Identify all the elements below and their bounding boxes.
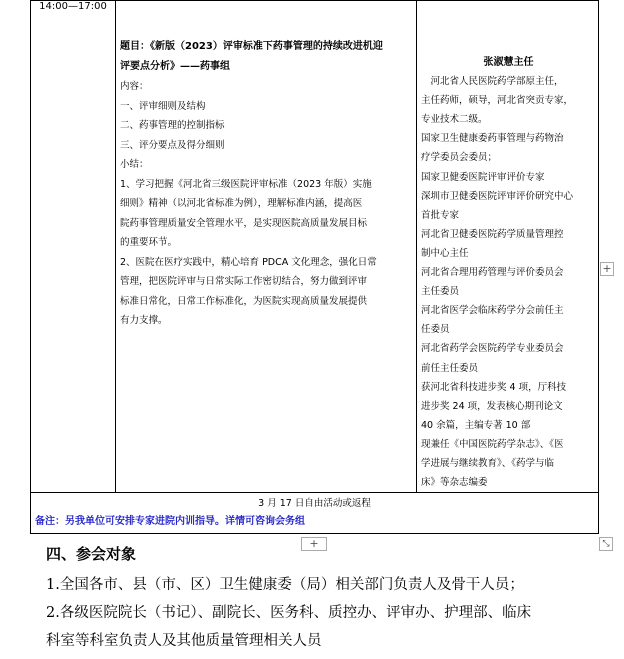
content-line: 一、评审细则及结构: [120, 100, 206, 112]
content-line: 标准日常化，日常工作标准化，为医院实现高质量发展提供: [120, 295, 368, 307]
bio-line: 国家卫生健康委药事管理与药物治: [421, 133, 564, 145]
bio-line: 主任药师，硕导，河北省突贡专家，: [421, 95, 574, 107]
content-line: 三、评分要点及得分细则: [120, 139, 225, 151]
bio-line: 首批专家: [421, 209, 460, 221]
bio-line: 河北省药学会医院药学专业委员会: [421, 343, 564, 355]
bio-line: 深圳市卫健委医院评审评价研究中心: [421, 190, 574, 202]
bio-line: 制中心主任: [421, 247, 469, 259]
bio-line: 前任主任委员: [421, 362, 479, 374]
content-line: 的重要环节。: [120, 237, 178, 248]
table-row: [31, 1, 599, 493]
add-row-plus-icon[interactable]: +: [301, 537, 327, 551]
content-line: 2、医院在医疗实践中，精心培育 PDCA 文化理念，强化日常: [120, 256, 377, 268]
content-line: 小结：: [120, 159, 149, 170]
content-line: 细则》精神（以河北省标准为例），理解标准内涵，提高医: [120, 198, 363, 209]
bio-line: 进步奖 24 项，发表核心期刊论文: [421, 400, 563, 412]
body-line: 1.全国各市、县（市、区）卫生健康委（局）相关部门负责人及骨干人员；: [46, 577, 524, 593]
body-line: 科室等科室负责人及其他质量管理相关人员: [46, 633, 322, 649]
resize-handle-icon[interactable]: ⤡: [599, 537, 613, 551]
section-title: 四、参会对象: [46, 545, 137, 563]
footer-cell: [31, 493, 599, 534]
bio-line: 河北省合理用药管理与评价委员会: [421, 267, 564, 279]
content-line: 二、药事管理的控制指标: [120, 120, 225, 131]
content-line: 内容：: [120, 81, 149, 92]
time-label: 14:00—17:00: [39, 1, 107, 12]
topic-line: 评要点分析》——药事组: [120, 61, 230, 72]
content-line: 院药事管理质量安全管理水平，是实现医院高质量发展目标: [120, 217, 368, 229]
body-line: 2.各级医院院长（书记）、副院长、医务科、质控办、评审办、护理部、临床: [46, 605, 532, 621]
content-line: 1、学习把握《河北省三级医院评审标准（2023 年版）实施: [120, 178, 372, 190]
bio-line: 主任委员: [421, 286, 460, 298]
content-cell: [116, 1, 417, 493]
speaker-name: 张淑慧主任: [483, 57, 534, 68]
bio-line: 专业技术二级。: [421, 114, 488, 126]
bio-line: 国家卫健委医院评审评价专家: [421, 171, 545, 183]
bio-line: 河北省医学会临床药学分会前任主: [421, 305, 564, 317]
bio-line: 40 余篇，主编专著 10 部: [421, 419, 531, 431]
bio-line: 学进展与继续教育》、《药学与临: [421, 457, 555, 469]
bio-line: 床》等杂志编委: [421, 477, 488, 489]
free-activity-text: 3 月 17 日自由活动或返程: [258, 498, 371, 510]
bio-line: 现兼任《中国医院药学杂志》、《医: [421, 438, 564, 450]
note-text: 备注：另我单位可安排专家进院内训指导。详情可咨询会务组: [35, 516, 305, 528]
add-column-plus-icon[interactable]: +: [600, 262, 614, 276]
time-cell: [31, 1, 116, 493]
bio-line: 疗学委员会委员；: [421, 152, 498, 164]
bio-line: 任委员: [421, 324, 450, 336]
bio-line: 获河北省科技进步奖 4 项，厅科技: [421, 381, 567, 393]
content-line: 管理，把医院评审与日常实际工作密切结合，努力做到评审: [120, 276, 368, 287]
content-line: 有力支撑。: [120, 315, 168, 326]
schedule-table: [30, 0, 599, 534]
bio-line: 河北省卫健委医院药学质量管理控: [421, 228, 564, 240]
speaker-cell: [417, 1, 599, 493]
topic-line: 题目：《新版（2023）评审标准下药事管理的持续改进机迎: [120, 41, 383, 52]
table-row: [31, 493, 599, 534]
bio-line: 河北省人民医院药学部原主任，: [421, 76, 564, 88]
